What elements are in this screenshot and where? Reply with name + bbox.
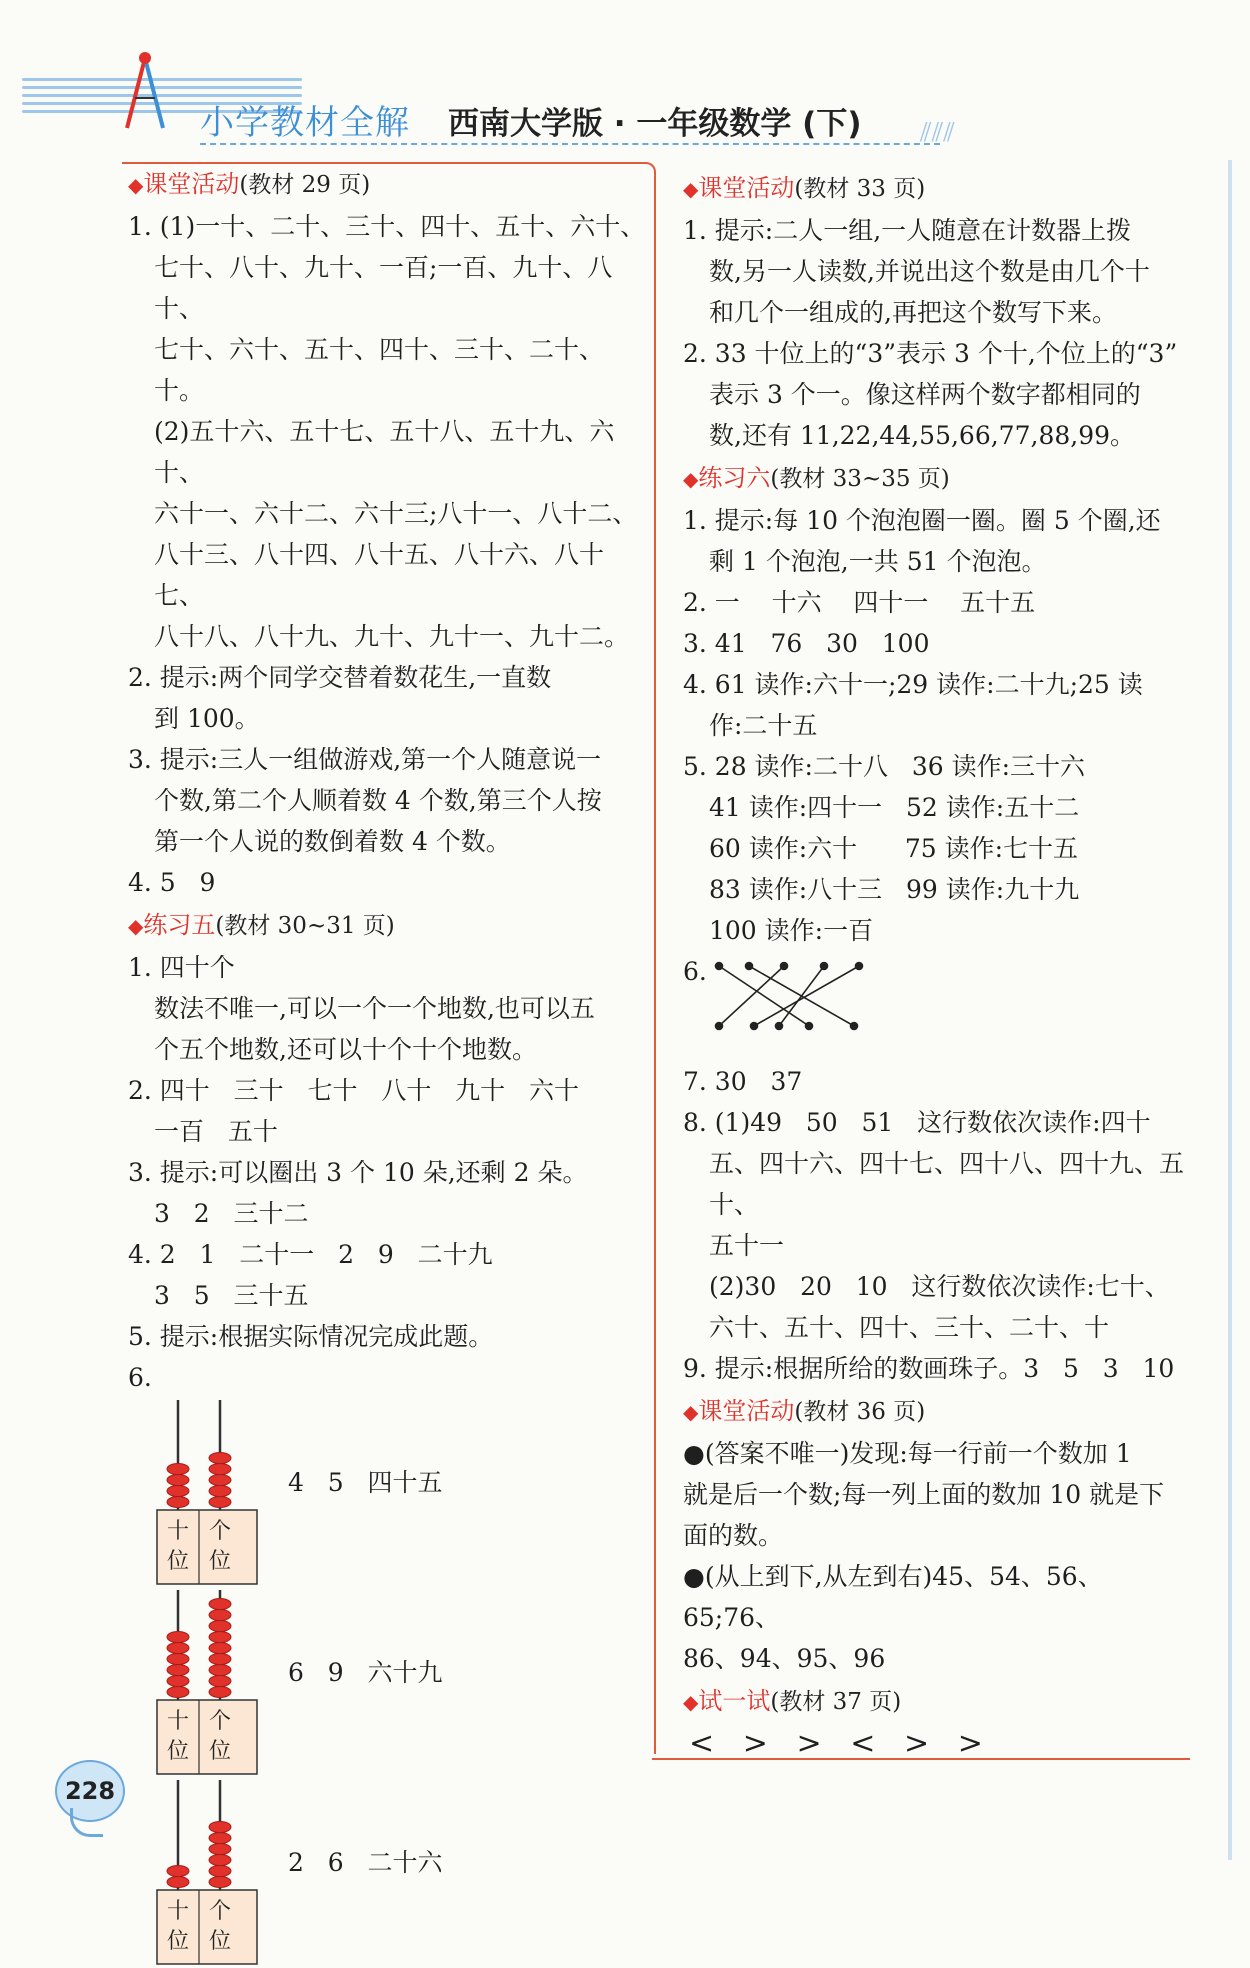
- answer-line: 4. 5 9: [128, 868, 216, 897]
- answer-line: 3. 提示:三人一组做游戏,第一个人随意说一: [128, 745, 602, 774]
- abacus-bead: [167, 1665, 189, 1676]
- abacus-bead: [209, 1866, 231, 1877]
- answer-line: 五十一: [709, 1231, 785, 1260]
- answer-line: 八十三、八十四、八十五、八十六、八十七、: [154, 540, 605, 610]
- answer-line: 4. 2 1 二十一 2 9 二十九: [128, 1240, 493, 1269]
- abacus-label: 个: [208, 1709, 232, 1734]
- diamond-icon: ◆: [683, 1400, 699, 1424]
- answer-line: 表示 3 个一。像这样两个数字都相同的: [709, 380, 1141, 409]
- answer-line: 2. 一 十六 四十一 五十五: [683, 588, 1036, 617]
- answer-line: 数,还有 11,22,44,55,66,77,88,99。: [709, 421, 1136, 450]
- diamond-icon: ◆: [128, 914, 144, 938]
- answer-line: 3 2 三十二: [154, 1199, 309, 1228]
- answer-line: 就是后一个数;每一列上面的数加 10 就是下: [683, 1480, 1165, 1509]
- abacus-answer: [128, 1778, 648, 1968]
- answer-line: 2. 四十 三十 七十 八十 九十 六十: [128, 1076, 580, 1105]
- matching-lines-figure: [709, 951, 869, 1041]
- brand-title: 小学教材全解: [200, 103, 410, 143]
- answer-line: 60 读作:六十 75 读作:七十五: [709, 834, 1079, 863]
- abacus-figure: [156, 1588, 258, 1776]
- abacus-bead: [209, 1654, 231, 1665]
- diamond-icon: ◆: [683, 467, 699, 491]
- answer-line: 7. 30 37: [683, 1067, 803, 1096]
- abacus-label: 位: [208, 1929, 232, 1954]
- answer-line: 第一个人说的数倒着数 4 个数。: [154, 827, 511, 856]
- abacus-bead: [209, 1453, 231, 1464]
- abacus-label: 位: [166, 1929, 190, 1954]
- abacus-bead: [209, 1632, 231, 1643]
- answer-line: 面的数。: [683, 1521, 784, 1550]
- answer-line: 1. 提示:二人一组,一人随意在计数器上拨: [683, 216, 1132, 245]
- abacus-label: 十: [166, 1519, 190, 1544]
- diamond-icon: ◆: [683, 1690, 699, 1714]
- abacus-label: 个: [208, 1519, 232, 1544]
- abacus-label: 个: [208, 1899, 232, 1924]
- answer-line: 数,另一人读数,并说出这个数是由几个十: [709, 257, 1150, 286]
- answer-line: 9. 提示:根据所给的数画珠子。3 5 3 10: [683, 1354, 1175, 1383]
- abacus-bead: [167, 1475, 189, 1486]
- answer-line: 2. 提示:两个同学交替着数花生,一直数: [128, 663, 552, 692]
- abacus-bead: [209, 1877, 231, 1888]
- abacus-answer: [128, 1588, 648, 1778]
- abacus-figure: [156, 1778, 258, 1966]
- abacus-figure: [156, 1398, 258, 1586]
- left-column: [128, 162, 648, 1968]
- answer-line: (2)30 20 10 这行数依次读作:七十、: [709, 1272, 1170, 1301]
- abacus-label: 位: [208, 1739, 232, 1764]
- section-heading: ◆课堂活动(教材 33 页): [683, 174, 926, 202]
- answer-line: 41 读作:四十一 52 读作:五十二: [709, 793, 1080, 822]
- abacus-bead: [167, 1654, 189, 1665]
- answer-line: 剩 1 个泡泡,一共 51 个泡泡。: [709, 547, 1047, 576]
- answer-line: 3. 提示:可以圈出 3 个 10 朵,还剩 2 朵。: [128, 1158, 588, 1187]
- abacus-bead: [209, 1833, 231, 1844]
- book-title: 西南大学版 · 一年级数学 (下): [448, 106, 862, 142]
- abacus-bead: [209, 1676, 231, 1687]
- answer-line: 86、94、95、96: [683, 1644, 886, 1673]
- answer-line: 1. 四十个: [128, 953, 235, 982]
- answer-line: 4. 61 读作:六十一;29 读作:二十九;25 读: [683, 670, 1143, 699]
- abacus-bead: [209, 1665, 231, 1676]
- answer-line: 五、四十六、四十七、四十八、四十九、五十、: [709, 1149, 1185, 1219]
- header-rule: [200, 143, 940, 145]
- abacus-bead: [167, 1643, 189, 1654]
- abacus-bead: [209, 1844, 231, 1855]
- answer-line: 数法不唯一,可以一个一个地数,也可以五: [154, 994, 595, 1023]
- section-heading: ◆练习五(教材 30~31 页): [128, 911, 395, 939]
- answer-line: 100 读作:一百: [709, 916, 874, 945]
- answer-line: 到 100。: [154, 704, 260, 733]
- abacus-answer-text: 2 6 二十六: [288, 1848, 443, 1877]
- answer-line: 八十八、八十九、九十、九十一、九十二。: [154, 622, 630, 651]
- answer-line: 一百 五十: [154, 1117, 278, 1146]
- header-slashes: ⫽⫽⫽: [920, 118, 955, 148]
- abacus-bead: [209, 1486, 231, 1497]
- answer-line: ●(答案不唯一)发现:每一行前一个数加 1: [683, 1439, 1132, 1468]
- answer-line: 作:二十五: [709, 711, 818, 740]
- section-heading: ◆试一试(教材 37 页): [683, 1687, 902, 1715]
- section-heading: ◆练习六(教材 33~35 页): [683, 464, 950, 492]
- abacus-bead: [167, 1497, 189, 1508]
- right-column: [683, 166, 1193, 1764]
- abacus-bead: [209, 1475, 231, 1486]
- abacus-bead: [167, 1877, 189, 1888]
- answer-line: 七十、八十、九十、一百;一百、九十、八十、: [154, 253, 613, 323]
- abacus-label: 十: [166, 1709, 190, 1734]
- abacus-answer: [128, 1398, 648, 1588]
- abacus-bead: [209, 1464, 231, 1475]
- bottom-rule: [652, 1758, 1190, 1760]
- page-badge-tail: [70, 1808, 103, 1837]
- answer-line: 8. (1)49 50 51 这行数依次读作:四十: [683, 1108, 1151, 1137]
- abacus-label: 位: [166, 1739, 190, 1764]
- answer-line: 5. 28 读作:二十八 36 读作:三十六: [683, 752, 1086, 781]
- answer-line: 1. (1)一十、二十、三十、四十、五十、六十、: [128, 212, 646, 241]
- answer-line: 6.: [128, 1363, 152, 1392]
- abacus-bead: [167, 1486, 189, 1497]
- answer-line: < > > < > >: [689, 1726, 983, 1761]
- answer-line: 5. 提示:根据实际情况完成此题。: [128, 1322, 494, 1351]
- abacus-bead: [167, 1464, 189, 1475]
- diamond-icon: ◆: [683, 177, 699, 201]
- page-edge: [1228, 160, 1232, 1860]
- abacus-label: 位: [208, 1549, 232, 1574]
- abacus-bead: [209, 1621, 231, 1632]
- abacus-bead: [209, 1599, 231, 1610]
- abacus-bead: [209, 1497, 231, 1508]
- answer-line: 2. 33 十位上的“3”表示 3 个十,个位上的“3”: [683, 339, 1178, 368]
- abacus-answer-text: 4 5 四十五: [288, 1468, 443, 1497]
- answer-line: 83 读作:八十三 99 读作:九十九: [709, 875, 1080, 904]
- abacus-bead: [209, 1822, 231, 1833]
- abacus-bead: [209, 1610, 231, 1621]
- page-header: [0, 0, 1250, 160]
- abacus-bead: [167, 1687, 189, 1698]
- answer-line: 6.: [683, 957, 707, 986]
- answer-line: 和几个一组成的,再把这个数写下来。: [709, 298, 1117, 327]
- abacus-label: 十: [166, 1899, 190, 1924]
- answer-line: 六十、五十、四十、三十、二十、十: [709, 1313, 1110, 1342]
- answer-line: 七十、六十、五十、四十、三十、二十、十。: [154, 335, 605, 405]
- abacus-bead: [167, 1866, 189, 1877]
- abacus-bead: [167, 1676, 189, 1687]
- answer-line: 3 5 三十五: [154, 1281, 309, 1310]
- answer-line: 六十一、六十二、六十三;八十一、八十二、: [154, 499, 638, 528]
- abacus-bead: [209, 1687, 231, 1698]
- matching-answer: [683, 951, 1193, 1061]
- diamond-icon: ◆: [128, 173, 144, 197]
- answer-line: 个五个地数,还可以十个十个地数。: [154, 1035, 537, 1064]
- page-number: 228: [55, 1760, 125, 1822]
- abacus-answer-text: 6 9 六十九: [288, 1658, 443, 1687]
- answer-line: ●(从上到下,从左到右)45、54、56、65;76、: [683, 1562, 1103, 1632]
- abacus-bead: [209, 1855, 231, 1866]
- abacus-label: 位: [166, 1549, 190, 1574]
- answer-line: 1. 提示:每 10 个泡泡圈一圈。圈 5 个圈,还: [683, 506, 1161, 535]
- compass-icon: [115, 48, 175, 143]
- abacus-bead: [167, 1632, 189, 1643]
- section-heading: ◆课堂活动(教材 29 页): [128, 170, 371, 198]
- answer-line: (2)五十六、五十七、五十八、五十九、六十、: [154, 417, 615, 487]
- section-heading: ◆课堂活动(教材 36 页): [683, 1397, 926, 1425]
- answer-line: 个数,第二个人顺着数 4 个数,第三个人按: [154, 786, 602, 815]
- abacus-bead: [209, 1643, 231, 1654]
- answer-line: 3. 41 76 30 100: [683, 629, 930, 658]
